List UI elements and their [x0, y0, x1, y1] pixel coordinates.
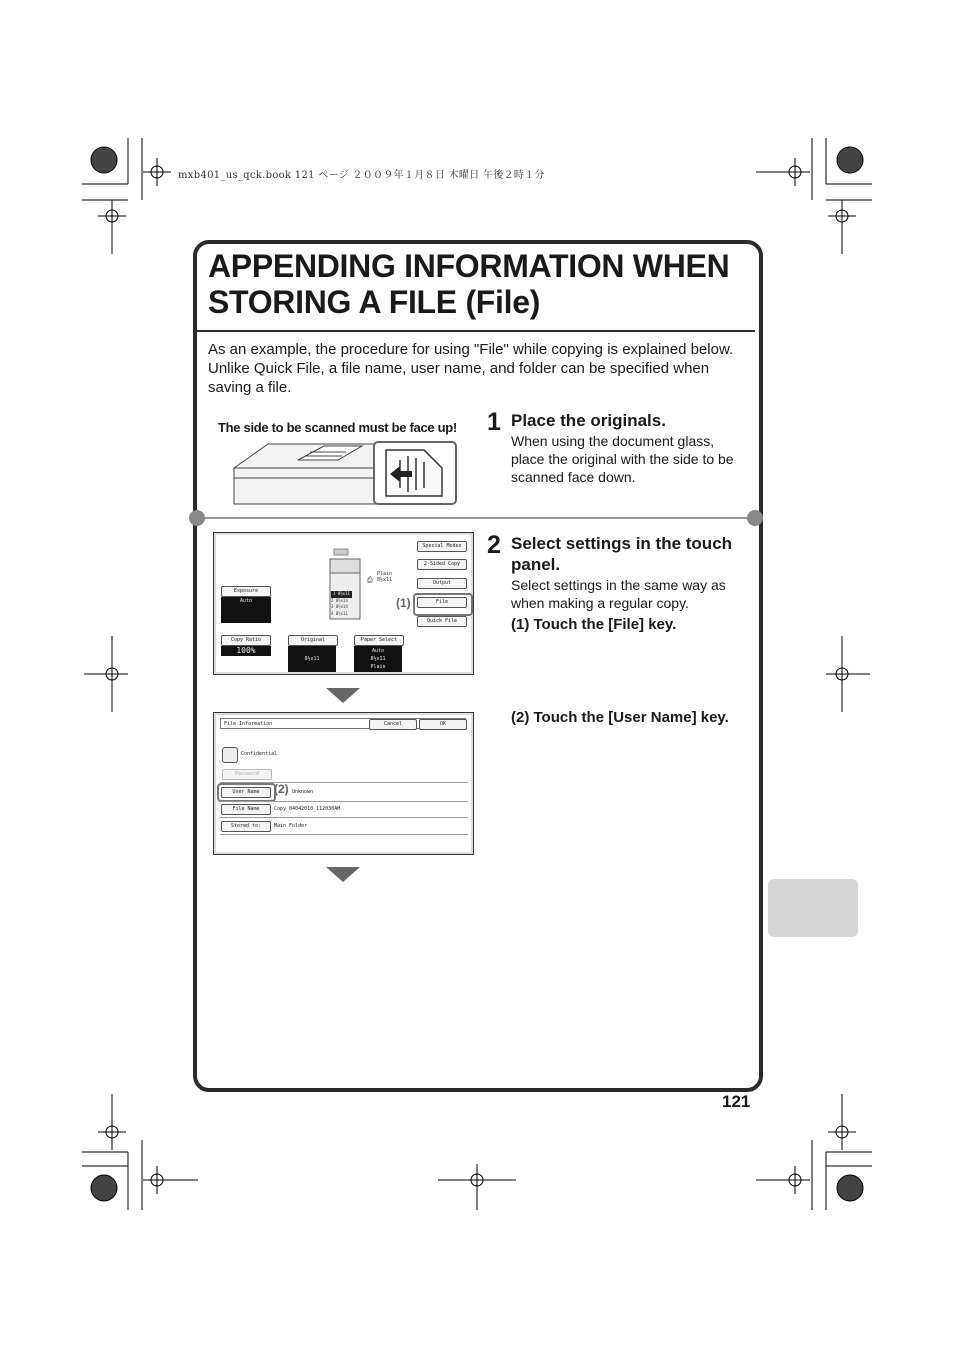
output-key[interactable]: Output — [417, 578, 467, 589]
down-arrow-1 — [326, 688, 360, 704]
file-key[interactable]: File — [417, 597, 467, 608]
file-information-screen — [213, 712, 474, 855]
down-arrow-2 — [326, 867, 360, 883]
exposure-key[interactable]: Exposure — [221, 586, 271, 597]
cancel-key[interactable]: Cancel — [369, 719, 417, 730]
paper-select-auto: Auto — [371, 648, 385, 654]
original-value[interactable]: 8½x11 — [288, 646, 336, 672]
scanner-illustration — [228, 438, 460, 510]
row-rule-3 — [220, 817, 468, 818]
divider-dot-right — [747, 510, 763, 526]
tray-1[interactable]: 1 8½x11 — [333, 591, 350, 596]
callout-2: (2) — [274, 782, 289, 796]
copy-mode-screen — [213, 532, 474, 675]
confidential-checkbox[interactable] — [222, 747, 238, 763]
intro-text: As an example, the procedure for using "File" while copying is explained below. Unlike Quick File, a file name, user name, and folder can be specified when saving a file. — [208, 341, 734, 396]
special-modes-key[interactable]: Special Modes — [417, 541, 467, 552]
page-number: 121 — [722, 1092, 751, 1111]
stored-to-value: Main Folder — [274, 823, 308, 829]
row-rule-2 — [220, 801, 468, 802]
two-sided-copy-key[interactable]: 2-Sided Copy — [417, 559, 467, 570]
tray-2[interactable]: 2 8½x14 — [331, 597, 348, 603]
divider-dot-left — [189, 510, 205, 526]
page-title: APPENDING INFORMATION WHEN STORING A FILE (File) — [208, 248, 730, 320]
confidential-label: Confidential — [241, 751, 278, 757]
tray-4[interactable]: 4 8½x11 — [331, 610, 348, 616]
paper-select-key[interactable]: Paper Select — [354, 635, 404, 646]
ok-key[interactable]: OK — [419, 719, 467, 730]
step1-number: 1 — [487, 408, 501, 436]
paper-select-size: 8½x11 — [370, 656, 386, 662]
file-name-value: Copy_04042010_112030AM — [274, 806, 341, 812]
password-key[interactable]: Password — [222, 769, 272, 780]
file-name-key[interactable]: File Name — [221, 804, 271, 815]
step2-text: Select settings in the same way as when making a regular copy. — [511, 577, 726, 611]
exposure-value[interactable]: Auto — [221, 597, 271, 623]
tray-3[interactable]: 3 8½x14 — [331, 604, 348, 609]
stored-to-key[interactable]: Stored to: — [221, 821, 271, 832]
row-rule-4 — [220, 834, 468, 835]
print-header: mxb401_us_qck.book 121 ページ ２００９年１月８日 木曜日 午後２時１分 — [178, 170, 545, 181]
paper-select-type: Plain — [370, 664, 386, 670]
step1-title: Place the originals. — [511, 411, 666, 430]
tray-info — [377, 571, 392, 583]
step2-title: Select settings in the touch panel. — [511, 534, 733, 574]
title-rule — [197, 330, 755, 332]
step2-sub2: (2) Touch the [User Name] key. — [511, 709, 729, 726]
face-up-label: The side to be scanned must be face up! — [218, 420, 457, 435]
chapter-side-tab — [768, 879, 858, 937]
tray-info-type: Plain — [377, 571, 393, 577]
file-info-title: File Information — [224, 721, 273, 727]
tray-list — [331, 591, 352, 617]
tray-info-size: 8½x11 — [377, 577, 393, 583]
quick-file-key[interactable]: Quick File — [417, 616, 467, 627]
printer-icon: ⎙ — [367, 577, 373, 584]
user-name-key[interactable]: User Name — [221, 787, 271, 798]
step1-text: When using the document glass, place the original with the side to be scanned face down. — [511, 433, 734, 485]
step2-sub1: (1) Touch the [File] key. — [511, 616, 677, 633]
paper-select-value[interactable] — [354, 646, 402, 672]
copy-ratio-key[interactable]: Copy Ratio — [221, 635, 271, 646]
copy-ratio-value[interactable]: 100% — [221, 646, 271, 656]
callout-1: (1) — [396, 596, 411, 610]
section-divider — [197, 517, 755, 519]
step2-number: 2 — [487, 531, 501, 559]
original-key[interactable]: Original — [288, 635, 338, 646]
user-name-value: Unknown — [292, 789, 314, 795]
